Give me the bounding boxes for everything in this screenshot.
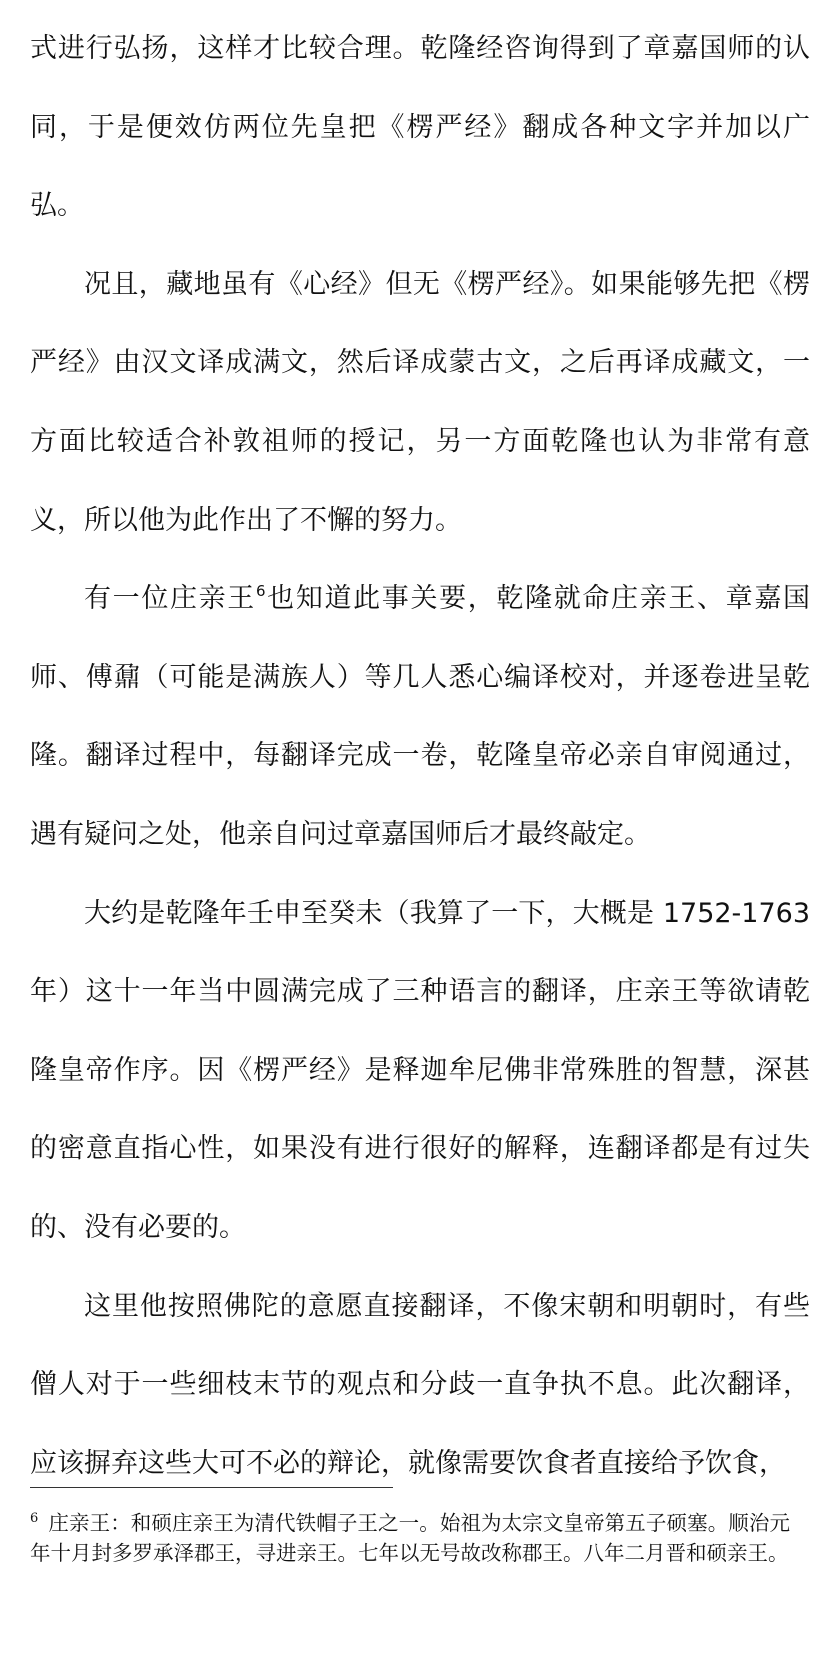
footnote-number: 6 bbox=[30, 1511, 39, 1526]
paragraph-1: 式进行弘扬，这样才比较合理。乾隆经咨询得到了章嘉国师的认同，于是便效仿两位先皇把《楞严经》翻成各种文字并加以广弘。 bbox=[30, 33, 810, 222]
footnote-reference[interactable]: 6 bbox=[255, 582, 266, 601]
body-text bbox=[30, 10, 810, 1503]
paragraph-5: 这里他按照佛陀的意愿直接翻译，不像宋朝和明朝时，有些僧人对于一些细枝末节的观点和分歧一直争执不息。此次翻译，应该摒弃这些大可不必的辩论，就像需要饮食者直接给予饮食， bbox=[30, 1290, 810, 1479]
paragraph-3 bbox=[30, 560, 810, 874]
footnote-text: 庄亲王：和硕庄亲王为清代铁帽子王之一。始祖为太宗文皇帝第五子硕塞。顺治元年十月封多罗承泽郡王，寻进亲王。七年以无号故改称郡王。八年二月晋和硕亲王。 bbox=[30, 1511, 790, 1565]
paragraph-4: 大约是乾隆年壬申至癸未（我算了一下，大概是 1752-1763 年）这十一年当中圆满完成了三种语言的翻译，庄亲王等欲请乾隆皇帝作序。因《楞严经》是释迦牟尼佛非常殊胜的智慧，深甚的密意直指心性，如果没有进行很好的解释，连翻译都是有过失的、没有必要的。 bbox=[30, 897, 811, 1243]
footnote-divider bbox=[30, 1487, 393, 1488]
paragraph-3-before: 有一位庄亲王 bbox=[84, 583, 256, 615]
footnote bbox=[30, 1508, 790, 1568]
paragraph-2: 况且，藏地虽有《心经》但无《楞严经》。如果能够先把《楞严经》由汉文译成满文，然后译成蒙古文，之后再译成藏文，一方面比较适合补敦祖师的授记，另一方面乾隆也认为非常有意义，所以他为此作出了不懈的努力。 bbox=[30, 268, 810, 536]
paragraph-3-after: 也知道此事关要，乾隆就命庄亲王、章嘉国师、傅鼐（可能是满族人）等几人悉心编译校对，并逐卷进呈乾隆。翻译过程中，每翻译完成一卷，乾隆皇帝必亲自审阅通过，遇有疑问之处，他亲自问过章嘉国师后才最终敲定。 bbox=[30, 583, 811, 850]
